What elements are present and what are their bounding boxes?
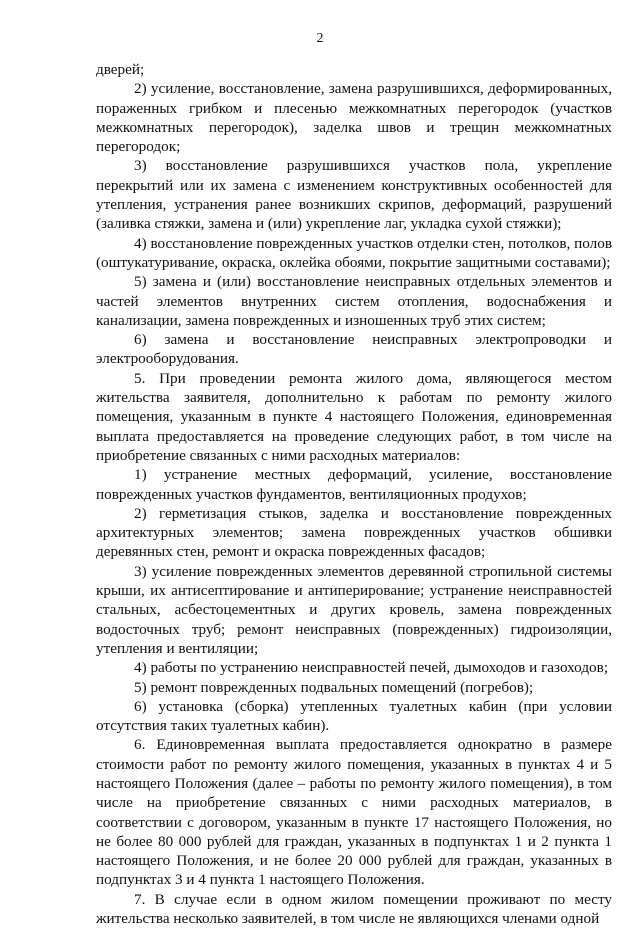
page-number: 2: [316, 31, 324, 46]
paragraph-item-4-2: 2) усиление, восстановление, замена разрушившихся, деформированных, пораженных грибком и плесенью межкомнатных перегородок (участков межкомнатных перегородок), заделка швов и трещин межкомнатных перегородок;: [96, 80, 612, 156]
paragraph-section-6: 6. Единовременная выплата предоставляется однократно в размере стоимости работ по ремонту жилого помещения, указанных в пунктах 4 и 5 настоящего Положения (далее – работы по ремонту жилого помещения), в том числе на приобретение связанных с ними расходных материалов, в соответствии с договором, указанным в пункте 17 настоящего Положения, но не более 80 000 рублей для граждан, указанных в подпунктах 1 и 2 пункта 1 настоящего Положения, и не более 20 000 рублей для граждан, указанных в подпунктах 3 и 4 пункта 1 настоящего Положения.: [96, 736, 612, 889]
paragraph-item-5-2: 2) герметизация стыков, заделка и восстановление поврежденных архитектурных элементов; замена поврежденных участков обшивки деревянных стен, ремонт и окраска поврежденных фасадов;: [96, 504, 612, 561]
paragraph-item-5-6: 6) установка (сборка) утепленных туалетных кабин (при условии отсутствия таких туалетных кабин).: [96, 697, 612, 735]
paragraph-item-4-4: 4) восстановление поврежденных участков отделки стен, потолков, полов (оштукатуривание, окраска, оклейка обоями, покрытие защитными составами);: [96, 234, 612, 271]
paragraph-item-5-3: 3) усиление поврежденных элементов деревянной стропильной системы крыши, их антисептирование и антиперирование; устранение неисправностей стальных, асбестоцементных и других кровель, замена поврежденных водосточных труб; ремонт неисправных (поврежденных) гидроизоляции, утепления и вентиляции;: [96, 562, 612, 657]
paragraph-item-5-1: 1) устранение местных деформаций, усиление, восстановление поврежденных участков фундаментов, вентиляционных продухов;: [96, 466, 612, 503]
document-body: [96, 60, 612, 928]
paragraph-item-5-5: 5) ремонт поврежденных подвальных помещений (погребов);: [134, 678, 534, 696]
paragraph-item-5-4: 4) работы по устранению неисправностей печей, дымоходов и газоходов;: [134, 659, 609, 677]
paragraph-continuation: дверей;: [96, 61, 145, 78]
paragraph-section-7: 7. В случае если в одном жилом помещении проживают по месту жительства несколько заявителей, в том числе не являющихся членами одной: [96, 890, 612, 928]
paragraph-item-4-5: 5) замена и (или) восстановление неисправных отдельных элементов и частей элементов внутренних систем отопления, водоснабжения и канализации, замена поврежденных и изношенных труб этих систем;: [96, 273, 612, 329]
paragraph-section-5: 5. При проведении ремонта жилого дома, являющегося местом жительства заявителя, дополнительно к работам по ремонту жилого помещения, указанным в пункте 4 настоящего Положения, единовременная выплата предоставляется на проведение следующих работ, в том числе на приобретение связанных с ними расходных материалов:: [96, 369, 612, 464]
paragraph-item-4-3: 3) восстановление разрушившихся участков пола, укрепление перекрытий или их замена с изменением конструктивных особенностей для утепления, устранения ранее возникших скрипов, деформаций, разрушений (заливка стяжки, замена и (или) укрепление лаг, укладка сухой стяжки);: [96, 157, 612, 233]
paragraph-item-4-6: 6) замена и восстановление неисправных электропроводки и электрооборудования.: [96, 331, 612, 368]
